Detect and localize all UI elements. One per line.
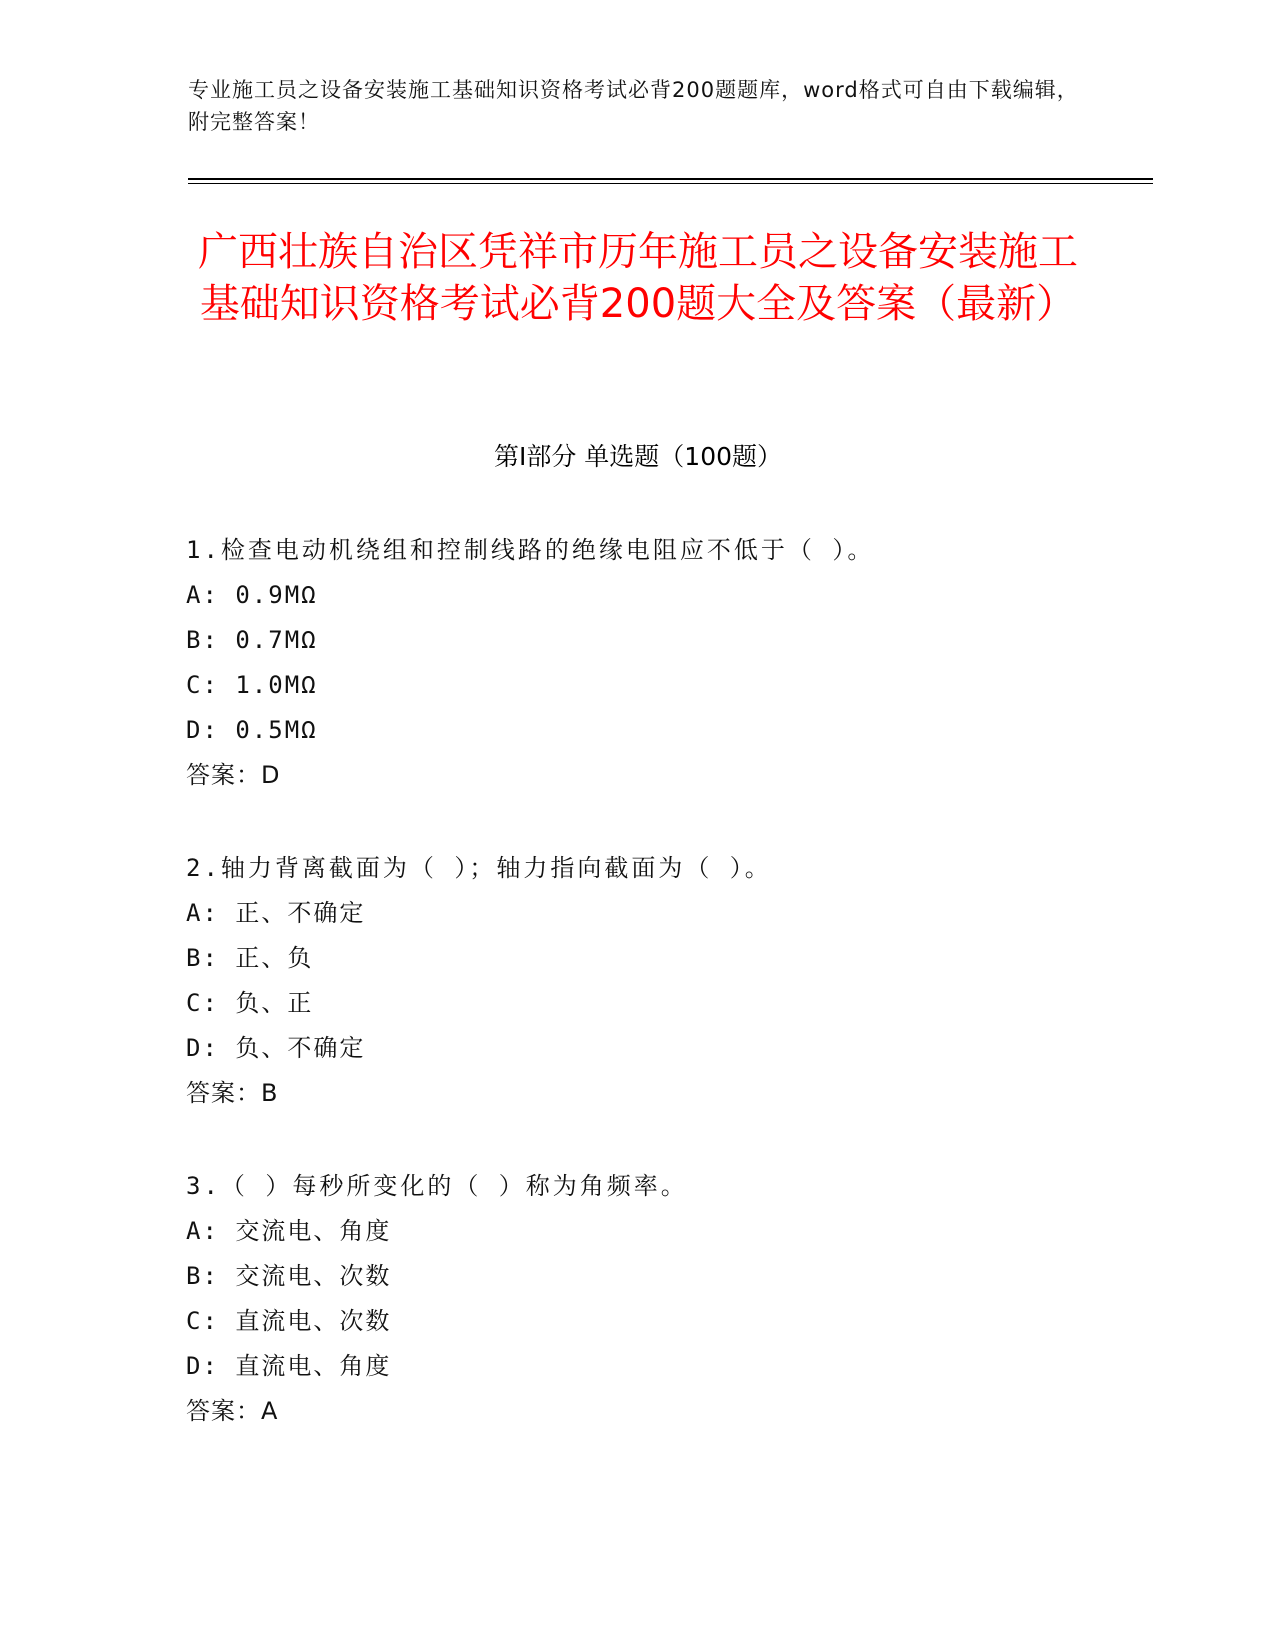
answer: 答案：D [186, 761, 281, 789]
header-divider-thick [188, 178, 1153, 180]
option-c: C: 直流电、次数 [186, 1307, 392, 1335]
option-b: B: 正、负 [186, 944, 314, 972]
header-note: 专业施工员之设备安装施工基础知识资格考试必背200题题库，word格式可自由下载编辑，附完整答案！ [188, 78, 1079, 134]
option-b: B: 交流电、次数 [186, 1262, 392, 1290]
question-1 [186, 528, 1146, 798]
answer: 答案：A [186, 1397, 279, 1425]
header-divider-thin [188, 183, 1153, 184]
question-stem: 2.轴力背离截面为（ ）；轴力指向截面为（ ）。 [186, 854, 772, 882]
option-c: C: 负、正 [186, 989, 314, 1017]
option-c: C: 1.0MΩ [186, 671, 318, 699]
option-b: B: 0.7MΩ [186, 626, 318, 654]
question-stem: 3.（ ）每秒所变化的（ ）称为角频率。 [186, 1172, 688, 1200]
question-2 [186, 846, 1146, 1116]
option-d: D: 直流电、角度 [186, 1352, 392, 1380]
question-3 [186, 1164, 1146, 1434]
answer: 答案：B [186, 1079, 279, 1107]
document-title: 广西壮族自治区凭祥市历年施工员之设备安装施工基础知识资格考试必背200题大全及答案（最新） [198, 229, 1078, 327]
section-title: 第Ⅰ部分 单选题（100题） [493, 442, 783, 471]
option-a: A: 0.9MΩ [186, 581, 318, 609]
option-a: A: 正、不确定 [186, 899, 366, 927]
question-stem: 1.检查电动机绕组和控制线路的绝缘电阻应不低于（ ）。 [186, 536, 875, 564]
option-d: D: 0.5MΩ [186, 716, 318, 744]
option-d: D: 负、不确定 [186, 1034, 366, 1062]
option-a: A: 交流电、角度 [186, 1217, 392, 1245]
